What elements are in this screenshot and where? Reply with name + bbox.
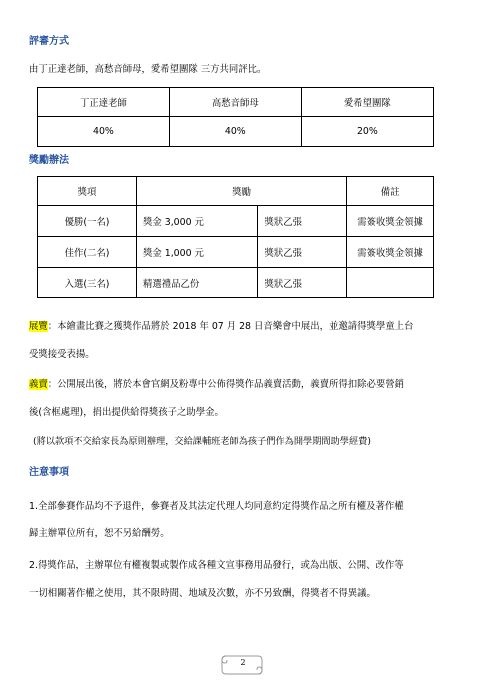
- exhibit-text: ：本繪畫比賽之獲獎作品將於 2018 年 07 月 28 日音樂會中展出，並邀請得獎學童上台: [47, 321, 414, 332]
- sale-note: (將以款項不交給家長為原則辦理，交給課輔班老師為孩子們作為開學期間助學經費): [33, 436, 371, 447]
- award-table: [37, 176, 434, 298]
- award-note: 需簽收獎金領據: [347, 237, 434, 268]
- page-number: 2: [240, 658, 246, 667]
- award-item: 佳作(二名): [38, 237, 137, 268]
- review-value-mother: 40%: [169, 117, 301, 147]
- sale-line-2: 後(含框處理)，捐出提供給得獎孩子之助學金。: [29, 407, 224, 418]
- table-row: [38, 268, 434, 298]
- award-cash: 精選禮品乙份: [137, 268, 258, 298]
- sale-text: ：公開展出後，將於本會官網及粉專中公佈得獎作品義賣活動，義賣所得扣除必要營銷: [47, 379, 405, 390]
- exhibit-line-1: [29, 320, 413, 334]
- award-cert: 獎狀乙張: [258, 237, 347, 268]
- review-value-teacher: 40%: [38, 117, 170, 147]
- sale-label: 義賣: [29, 379, 48, 390]
- award-header-note: 備註: [347, 177, 434, 206]
- review-weight-table: [37, 87, 434, 147]
- review-intro: 由丁正達老師，高愁音師母，愛希望團隊 三方共同評比。: [29, 64, 267, 75]
- award-header-reward: 獎勵: [137, 177, 347, 206]
- exhibit-label: 展覽: [29, 321, 48, 332]
- sale-line-1: [29, 378, 404, 392]
- award-cert: 獎狀乙張: [258, 206, 347, 237]
- table-row: [38, 206, 434, 237]
- notice-item1-line1: 1.全部參賽作品均不予退件，參賽者及其法定代理人均同意約定得獎作品之所有權及著作權: [29, 501, 404, 512]
- notice-item2-line2: 一切相關著作權之使用，其不限時間、地域及次數，亦不另致酬，得獎者不得異議。: [29, 588, 376, 599]
- notice-item2-line1: 2.得獎作品，主辦單位有權複製或製作成各種文宣事務用品發行，或為出版、公開、改作等: [29, 560, 404, 571]
- award-cash: 獎金 3,000 元: [137, 206, 258, 237]
- table-row: [38, 237, 434, 268]
- award-note: [347, 268, 434, 298]
- award-item: 優勝(一名): [38, 206, 137, 237]
- review-header-team: 愛希望團隊: [301, 88, 433, 117]
- award-item: 入選(三名): [38, 268, 137, 298]
- award-cash: 獎金 1,000 元: [137, 237, 258, 268]
- exhibit-line-2: 受獎接受表揚。: [29, 349, 95, 360]
- review-value-team: 20%: [301, 117, 433, 147]
- notice-item1-line2: 歸主辦單位所有，恕不另給酬勞。: [29, 528, 170, 539]
- award-header-item: 獎項: [38, 177, 137, 206]
- review-heading: 評審方式: [29, 36, 69, 47]
- award-note: 需簽收獎金領據: [347, 206, 434, 237]
- notice-heading: 注意事項: [29, 467, 69, 478]
- review-header-teacher: 丁正達老師: [38, 88, 170, 117]
- award-cert: 獎狀乙張: [258, 268, 347, 298]
- award-heading: 獎勵辦法: [29, 155, 69, 166]
- review-header-mother: 高愁音師母: [169, 88, 301, 117]
